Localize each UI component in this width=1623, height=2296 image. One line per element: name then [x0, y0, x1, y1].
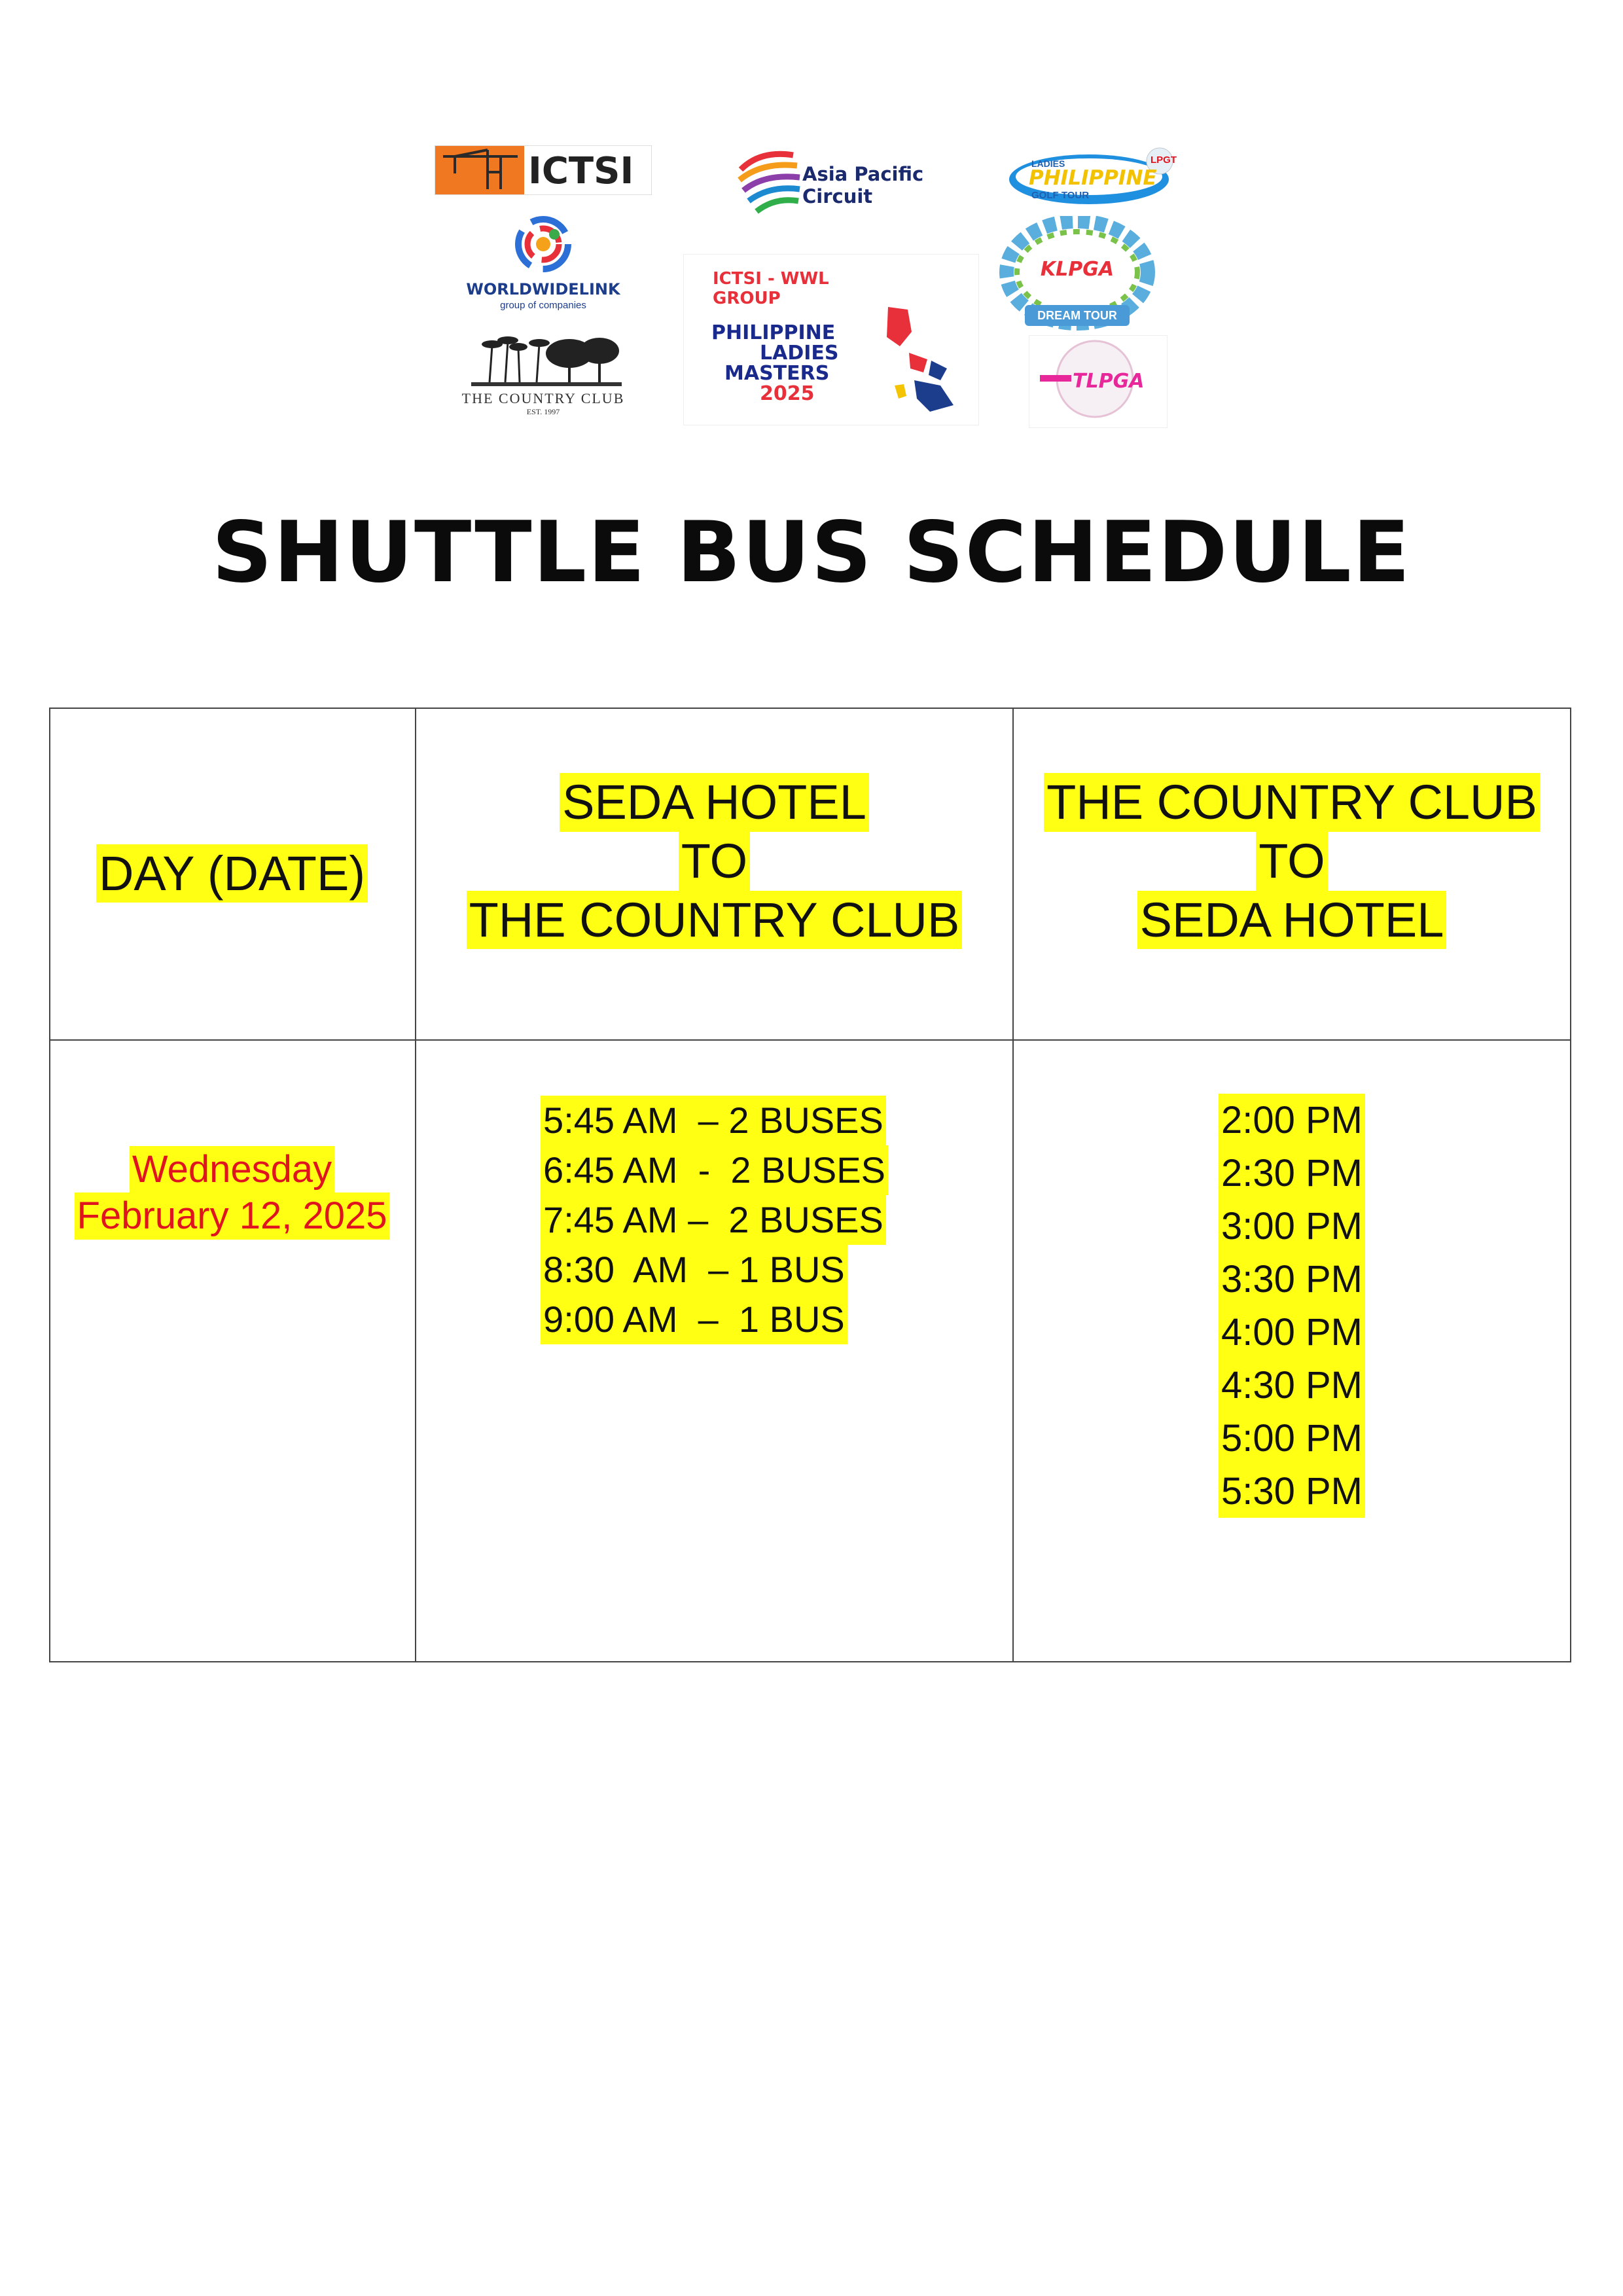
- philippine-ladies-masters-logo: [683, 254, 979, 425]
- header-to-club-line2: TO: [679, 832, 750, 891]
- philippines-map-icon: [875, 300, 967, 418]
- to-hotel-time: 5:30 PM: [1219, 1465, 1365, 1518]
- plm-line3: MASTERS: [724, 362, 830, 385]
- header-to-club-line1: SEDA HOTEL: [560, 773, 869, 832]
- table-border-mid: [49, 1039, 1571, 1041]
- klpga-name: KLPGA: [1040, 258, 1115, 281]
- header-to-club: [416, 773, 1012, 949]
- plm-year: 2025: [760, 382, 815, 405]
- to-hotel-time: 5:00 PM: [1219, 1412, 1365, 1465]
- to-hotel-time: 3:00 PM: [1219, 1200, 1365, 1253]
- to-club-time: 9:00 AM – 1 BUS: [541, 1295, 847, 1344]
- lpgt-sub: GOLF TOUR: [1031, 190, 1090, 201]
- country-club-est: EST. 1997: [526, 407, 560, 416]
- lpgt-logo: [1005, 144, 1182, 209]
- table-border-right: [1570, 708, 1571, 1662]
- to-hotel-time: 2:00 PM: [1219, 1094, 1365, 1147]
- worldwidelink-logo: [445, 208, 641, 326]
- klpga-ribbon: DREAM TOUR: [1037, 309, 1117, 322]
- header-to-hotel-line2: TO: [1256, 832, 1327, 891]
- asia-pacific-circuit-logo: [722, 134, 952, 232]
- country-club-name: THE COUNTRY CLUB: [461, 390, 625, 406]
- row-date: February 12, 2025: [75, 1193, 390, 1239]
- ictsi-logo: [435, 145, 652, 195]
- to-hotel-time: 2:30 PM: [1219, 1147, 1365, 1200]
- to-hotel-time: 3:30 PM: [1219, 1253, 1365, 1306]
- to-hotel-time: 4:30 PM: [1219, 1359, 1365, 1412]
- plm-line1: PHILIPPINE: [711, 321, 836, 344]
- to-club-time: 7:45 AM – 2 BUSES: [541, 1195, 886, 1245]
- to-club-times: [416, 1096, 1012, 1344]
- to-hotel-time: 4:00 PM: [1219, 1306, 1365, 1359]
- row-day: Wednesday: [130, 1146, 334, 1193]
- to-hotel-times: [1014, 1094, 1570, 1518]
- worldwidelink-sub: group of companies: [500, 300, 586, 311]
- asia-pacific-line2: Circuit: [802, 185, 873, 207]
- tlpga-logo: [1029, 335, 1168, 428]
- plm-group: ICTSI - WWL GROUP: [713, 269, 829, 308]
- to-club-time: 8:30 AM – 1 BUS: [541, 1245, 847, 1295]
- table-border-bottom: [49, 1661, 1571, 1662]
- header-to-club-line3: THE COUNTRY CLUB: [467, 891, 963, 950]
- schedule-table: [49, 708, 1571, 1662]
- lpgt-badge: LPGT: [1150, 154, 1177, 166]
- country-club-trees-icon: [471, 329, 622, 387]
- header-day-label: DAY (DATE): [96, 844, 368, 903]
- to-club-time: 6:45 AM - 2 BUSES: [541, 1145, 888, 1195]
- asia-pacific-stripes-icon: [734, 143, 806, 222]
- to-club-time: 5:45 AM – 2 BUSES: [541, 1096, 886, 1145]
- header-to-hotel-line3: SEDA HOTEL: [1137, 891, 1447, 950]
- klpga-dream-tour-logo: [999, 216, 1156, 334]
- plm-line2: LADIES: [760, 342, 839, 365]
- header-to-hotel: [1014, 773, 1570, 949]
- tlpga-name: TLPGA: [1073, 370, 1145, 393]
- header-to-hotel-line1: THE COUNTRY CLUB: [1044, 773, 1540, 832]
- country-club-logo: [438, 327, 648, 419]
- worldwidelink-name: WORLDWIDELINK: [466, 280, 620, 298]
- ictsi-logo-text: ICTSI: [528, 150, 634, 192]
- worldwidelink-swirl-icon: [507, 215, 579, 274]
- header-day: [49, 708, 415, 1039]
- page-title: SHUTTLE BUS SCHEDULE: [211, 504, 1412, 601]
- row-day-cell: [49, 1146, 415, 1240]
- lpgt-small: LADIES: [1031, 158, 1065, 169]
- asia-pacific-line1: Asia Pacific: [802, 163, 924, 185]
- lpgt-main: PHILIPPINE: [1029, 166, 1157, 190]
